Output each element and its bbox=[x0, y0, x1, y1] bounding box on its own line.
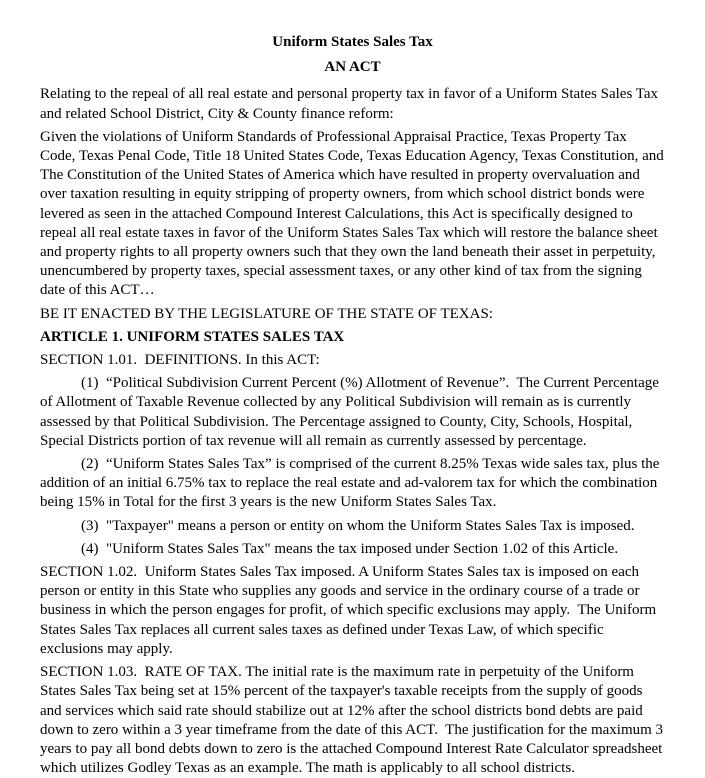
section-1-02-paragraph: SECTION 1.02. Uniform States Sales Tax imposed. A Uniform States Sales tax is imposed on each person or entity in this State who supplies any goods and service in the ordinary course of a trade or business in which the person engages for profit, of which specific exclusions may apply. The Uniform States Sales Tax replaces all current sales taxes as defined under Texas Law, of which specific exclusions may apply. bbox=[40, 564, 660, 657]
definition-item-3: (3) "Taxpayer" means a person or entity on whom the Uniform States Sales Tax is imposed. bbox=[81, 517, 635, 534]
section-1-01-heading: SECTION 1.01. DEFINITIONS. In this ACT: bbox=[40, 352, 320, 369]
definition-item-1: (1) “Political Subdivision Current Percent (%) Allotment of Revenue”. The Current Percentage of Allotment of Taxable Revenue collected by any Political Subdivision will remain as is currently assessed by that Political Subdivision. The Percentage assigned to County, City, Schools, Hospital, Special Districts portion of tax revenue will all remain as currently assessed by percentage. bbox=[40, 375, 663, 449]
enactment-clause: BE IT ENACTED BY THE LEGISLATURE OF THE STATE OF TEXAS: bbox=[40, 305, 493, 322]
document-title: Uniform States Sales Tax bbox=[272, 34, 433, 50]
definition-item-4: (4) "Uniform States Sales Tax" means the tax imposed under Section 1.02 of this Article. bbox=[81, 540, 619, 557]
definition-item-2: (2) “Uniform States Sales Tax” is comprised of the current 8.25% Texas wide sales tax, plus the addition of an initial 6.75% tax to replace the real estate and ad-valorem tax for which the combination being 15% in Total for the first 3 years is the new Uniform States Sales Tax. bbox=[40, 456, 664, 511]
act-heading: AN ACT bbox=[324, 59, 381, 76]
violations-paragraph: Given the violations of Uniform Standards of Professional Appraisal Practice, Texas Property Tax Code, Texas Penal Code, Title 18 United States Code, Texas Education Agency, Texas Constitution, and The Constitution of the United States of America which have resulted in property overvaluation and over taxation resulting in equity stripping of property owners, from which school district bonds were levered as seen in the attached Compound Interest Calculations, this Act is specifically designed to repeal all real estate taxes in favor of the Uniform States Sales Tax which will restore the balance sheet and property rights to all property owners such that they own the land beneath their asset in perpetuity, unencumbered by property taxes, special assessment taxes, or any other kind of tax from the signing date of this ACT… bbox=[40, 128, 668, 299]
preamble-paragraph: Relating to the repeal of all real estate and personal property tax in favor of a Uniform States Sales Tax and related School District, City & County finance reform: bbox=[40, 86, 662, 122]
article-1-heading: ARTICLE 1. UNIFORM STATES SALES TAX bbox=[40, 328, 345, 345]
section-1-03-paragraph: SECTION 1.03. RATE OF TAX. The initial rate is the maximum rate in perpetuity of the Uniform States Sales Tax being set at 15% percent of the taxpayer's taxable receipts from the supply of goods and services which said rate should stabilize out at 12% after the school districts bond debts are paid down to zero within a 3 year timeframe from the date of this ACT. The justification for the maximum 3 years to pay all bond debts down to zero is the attached Compound Interest Rate Calculator spreadsheet which utilizes Godley Texas as an example. The math is applicably to all school districts. bbox=[40, 664, 667, 777]
